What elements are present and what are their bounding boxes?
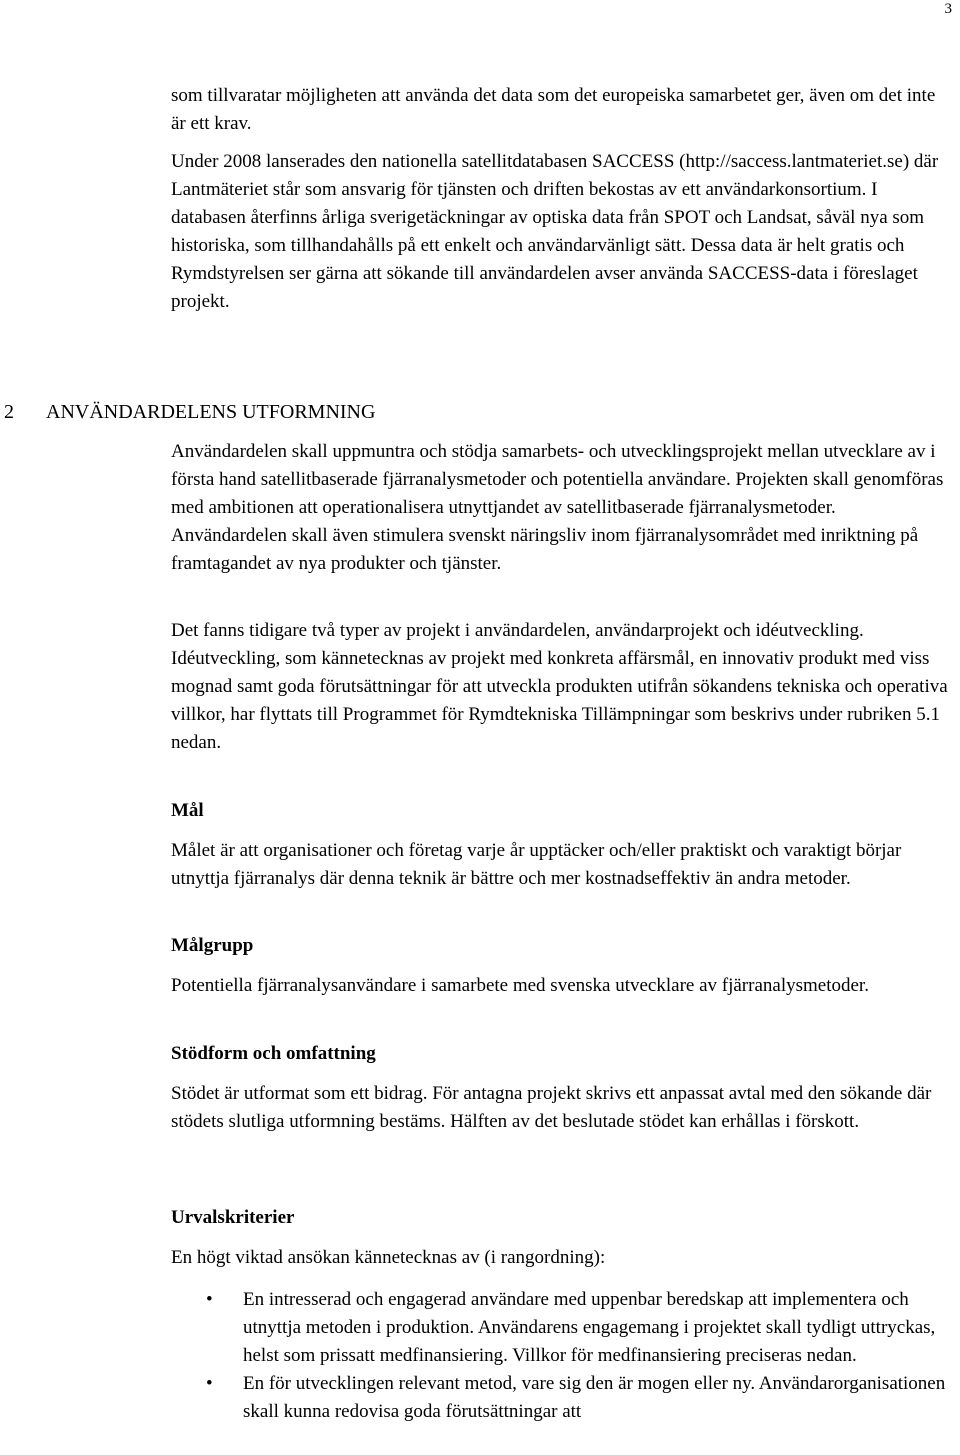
list-item-text: En intresserad och engagerad användare med uppenbar beredskap att implementera och utnyttja metoden i produktion. Användarens engagemang i projektet skall tydligt uttryckas, helst som prissatt medfinansiering. Villkor för medfinansiering preciseras nedan. (243, 1289, 936, 1366)
list-item (171, 1286, 951, 1370)
section-paragraph-1: Användardelen skall uppmuntra och stödja samarbets- och utvecklingsprojekt mellan utvecklare av i första hand satellitbaserade fjärranalysmetoder och potentiella användare. Projekten skall genomföras med ambitionen att operationalisera utnyttjandet av satellitbaserade fjärranalysmetoder. Användardelen skall även stimulera svenskt näringsliv inom fjärranalysområdet med inriktning på framtagandet av nya produkter och tjänster. (171, 441, 944, 574)
section-number: 2 (4, 401, 14, 423)
mal-paragraph: Målet är att organisationer och företag varje år upptäcker och/eller praktiskt och varaktigt börjar utnyttja fjärranalys där denna teknik är bättre och mer kostnadseffektiv än andra metoder. (171, 840, 902, 889)
page-number: 3 (944, 1, 952, 17)
bullet-icon: • (206, 1373, 213, 1394)
section-paragraph-2: Det fanns tidigare två typer av projekt i användardelen, användarprojekt och idéutveckling. Idéutveckling, som kännetecknas av projekt med konkreta affärsmål, en innovativ produkt med viss mognad samt goda förutsättningar för att utveckla produkten utifrån sökandens tekniska och operativa villkor, har flyttats till Programmet för Rymdtekniska Tillämpningar som beskrivs under rubriken 5.1 nedan. (171, 620, 948, 753)
intro-paragraph-2: Under 2008 lanserades den nationella satellitdatabasen SACCESS (http://saccess.lantmateriet.se) där Lantmäteriet står som ansvarig för tjänsten och driften bekostas av ett användarkonsortium. I databasen återfinns årliga sverigetäckningar av optiska data från SPOT och Landsat, såväl nya som historiska, som tillhandahålls på ett enkelt och användarvänligt sätt. Dessa data är helt gratis och Rymdstyrelsen ser gärna att sökande till användardelen avser använda SACCESS-data i föreslaget projekt. (171, 151, 939, 312)
list-item (171, 1370, 951, 1426)
malgrupp-paragraph: Potentiella fjärranalysanvändare i samarbete med svenska utvecklare av fjärranalysmetoder. (171, 975, 869, 996)
stodform-paragraph: Stödet är utformat som ett bidrag. För antagna projekt skrivs ett anpassat avtal med den sökande där stödets slutliga utformning bestäms. Hälften av det beslutade stödet kan erhållas i förskott. (171, 1083, 932, 1132)
criteria-list (171, 1286, 951, 1426)
list-item-text: En för utvecklingen relevant metod, vare sig den är mogen eller ny. Användarorganisationen skall kunna redovisa goda förutsättningar att (243, 1373, 946, 1422)
heading-urvalskriterier: Urvalskriterier (171, 1207, 295, 1228)
section-title: ANVÄNDARDELENS UTFORMNING (46, 401, 376, 423)
intro-paragraph-1: som tillvaratar möjligheten att använda det data som det europeiska samarbetet ger, även om det inte är ett krav. (171, 85, 936, 134)
urval-intro: En högt viktad ansökan kännetecknas av (i rangordning): (171, 1247, 606, 1268)
bullet-icon: • (206, 1289, 213, 1310)
heading-stodform: Stödform och omfattning (171, 1043, 376, 1064)
heading-malgrupp: Målgrupp (171, 935, 254, 956)
section-heading (4, 398, 375, 426)
heading-mal: Mål (171, 800, 204, 821)
